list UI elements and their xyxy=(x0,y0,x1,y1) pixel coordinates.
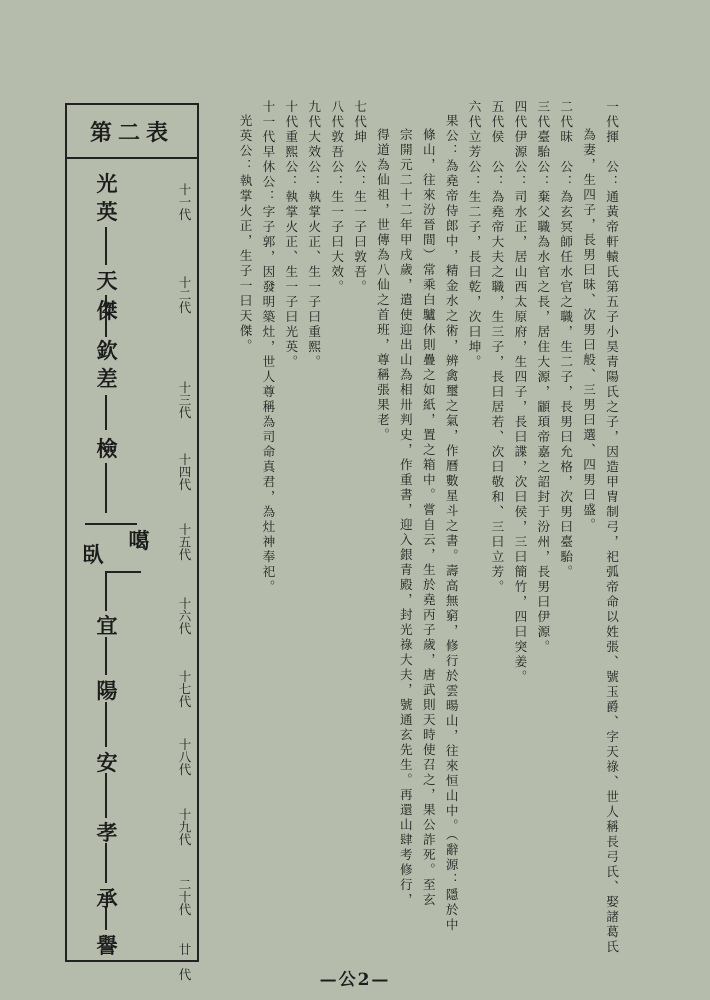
text-line: 一代揮 公：通黃帝軒轅氏第五子小昊青陽氏之子，因造甲冑制弓，祀弧帝命以姓張、號玉爵、字天祿、世人稱長弓氏、娶諸葛氏 xyxy=(604,100,619,955)
lineage-connector xyxy=(105,463,107,513)
generation-label: 十四代 xyxy=(177,453,192,491)
page-number: —公2— xyxy=(319,970,391,990)
ancestor-name: 光英 xyxy=(96,171,118,224)
ancestor-name: 噶 xyxy=(128,528,150,553)
generation-label: 十七代 xyxy=(177,670,192,708)
text-line: 條山，往來汾晉間）常乘白驢休則疊之如紙，置之箱中。嘗自云，生於堯丙子歲，唐武則天時使召之，果公詐死。至玄 xyxy=(420,127,436,908)
lineage-connector xyxy=(105,773,107,818)
ancestor-name: 檢 xyxy=(96,436,118,461)
lineage-connector xyxy=(105,227,107,265)
text-line: 五代侯 公：為堯帝大夫之職，生三子，長曰居若、次曰敬和、三曰立芳。 xyxy=(489,100,505,595)
ancestor-name: 臥 xyxy=(82,542,104,567)
text-line: 九代大效公：執掌火正、生一子曰重熙。 xyxy=(306,100,322,370)
text-line: 十代重熙公：執掌火正、生一子曰光英。 xyxy=(283,100,299,370)
lineage-connector xyxy=(105,843,107,883)
text-line: 三代臺駘公：棄父職為水官之長，居住大源，顓頊帝嘉之詔封于汾州，長男曰伊源。 xyxy=(535,100,551,655)
generation-label: 十九代 xyxy=(177,808,192,846)
generation-label: 廿一代 xyxy=(177,943,192,981)
ancestor-name: 陽 xyxy=(96,678,118,703)
text-line: 七代坤 公：生一子曰敦吾。 xyxy=(352,100,368,295)
lineage-connector xyxy=(105,637,107,675)
text-line: 為妻，生四子，長男曰昧、次男曰般、三男曰選、四男曰盛。 xyxy=(581,127,597,533)
lineage-tree xyxy=(67,105,171,960)
generation-column xyxy=(171,183,193,981)
ancestor-name: 孝 xyxy=(96,820,118,845)
generation-label: 二十代 xyxy=(177,878,192,916)
generation-label: 十二代 xyxy=(177,276,192,314)
ancestor-name: 天傑 xyxy=(96,268,118,323)
ancestor-name: 安 xyxy=(96,750,118,775)
text-line: 宗開元二十二年甲戌歲，遣使迎出山為相卅判史，作重書，迎入銀青殿，封光祿大夫，號通玄先生。再還山肆考修行， xyxy=(397,127,413,908)
text-line: 十一代早休公：字子郭，因發明築灶，世人尊稱為司命真君，為灶神奉祀。 xyxy=(260,100,276,595)
table-title: 第二表 xyxy=(67,105,197,159)
ancestor-name: 宜 xyxy=(96,613,118,638)
ancestor-name: 譽 xyxy=(96,933,118,958)
text-line: 六代立芳公：生二子，長曰乾，次曰坤。 xyxy=(466,100,482,370)
ancestor-name: 承 xyxy=(96,886,118,911)
text-line: 得道為仙祖，世傳為八仙之首班，尊稱張果老。 xyxy=(374,127,390,443)
genealogy-text xyxy=(233,100,622,960)
generation-label: 十三代 xyxy=(177,381,192,419)
text-line: 光英公：執掌火正，生子一曰天傑。 xyxy=(237,113,253,354)
text-line: 二代昧 公：為玄冥師任水官之職，生二子，長男曰允格，次男曰臺駘。 xyxy=(558,100,574,580)
lineage-connector xyxy=(105,395,107,430)
text-line: 果公：為堯帝侍郎中，精金水之術，辨禽璽之氣，作曆數星斗之書。壽高無窮，修行於雲暘山，往來恒山中。（辭源：隱於中 xyxy=(443,113,459,933)
ancestor-name: 欽差 xyxy=(96,338,118,391)
generation-label: 十五代 xyxy=(177,523,192,561)
lineage-connector xyxy=(105,571,107,611)
generation-label: 十一代 xyxy=(177,183,192,221)
text-line: 四代伊源公：司水正，居山西太原府，生四子，長曰諜，次曰侯，三曰簡竹，四曰突姜。 xyxy=(512,100,528,685)
genealogy-table xyxy=(65,103,199,981)
text-line: 八代敦吾公：生一子曰大效。 xyxy=(329,100,345,295)
generation-label: 十六代 xyxy=(177,597,192,635)
lineage-branch xyxy=(107,571,141,573)
generation-label: 十八代 xyxy=(177,738,192,776)
lineage-connector xyxy=(105,702,107,747)
